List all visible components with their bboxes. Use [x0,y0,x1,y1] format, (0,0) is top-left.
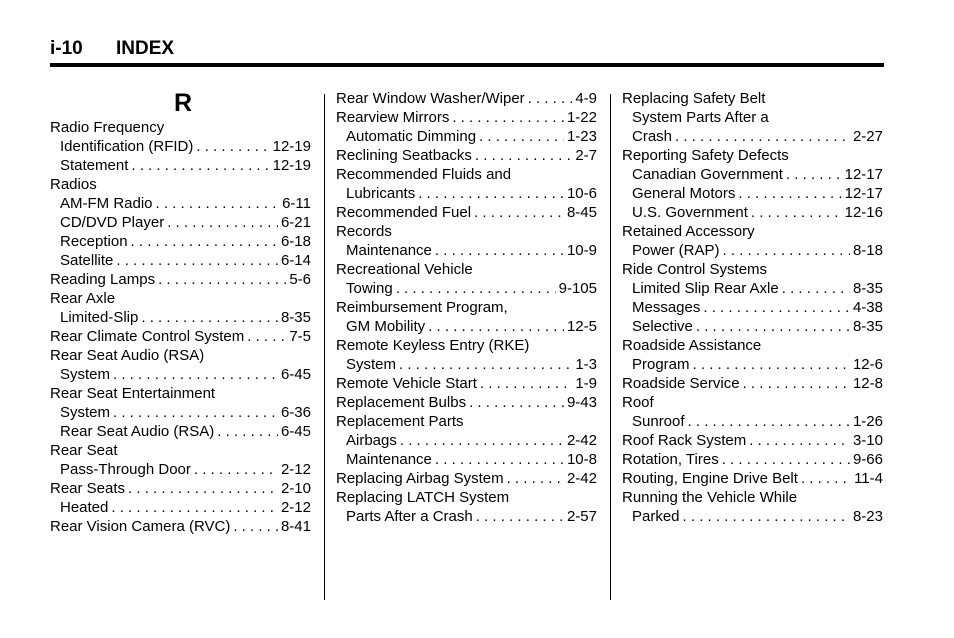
entry-text: Rotation, Tires [622,451,719,468]
entry-text: U.S. Government [632,204,748,221]
entry-text: System Parts After a [632,109,769,126]
index-entry [50,327,311,346]
dot-leader [738,184,841,203]
entry-page: 10-8 [566,451,597,468]
entry-text: System [60,404,111,421]
entry-text: Crash [632,128,673,145]
entry-text: Rearview Mirrors [336,109,450,126]
dot-leader [703,298,850,317]
index-subentry [336,355,597,374]
entry-page: 8-41 [280,518,311,535]
entry-text: Records [336,223,392,240]
index-entry [336,222,597,241]
index-subentry [622,241,883,260]
entry-text: Program [632,356,690,373]
index-entry [622,374,883,393]
entry-text: Reception [60,233,128,250]
entry-text: Parts After a Crash [346,508,473,525]
entry-page: 6-45 [280,366,311,383]
dot-leader [476,507,564,526]
index-subentry [622,317,883,336]
entry-text: Recommended Fluids and [336,166,512,183]
entry-page: 10-6 [566,185,597,202]
entry-page: 2-42 [566,470,597,487]
entry-text: Remote Keyless Entry (RKE) [336,337,530,354]
index-column-2 [336,89,597,526]
dot-leader [480,374,572,393]
index-entry [50,270,311,289]
entry-text: Routing, Engine Drive Belt [622,470,798,487]
column-divider [324,94,325,600]
entry-page: 1-22 [566,109,597,126]
index-entry [336,298,597,317]
dot-leader [693,355,850,374]
entry-text: Ride Control Systems [622,261,768,278]
entry-page: 3-10 [852,432,883,449]
index-entry [622,393,883,412]
entry-page: 2-12 [280,461,311,478]
index-entry [622,488,883,507]
entry-text: Rear Axle [50,290,116,307]
section-letter: R [174,89,193,117]
dot-leader [111,498,278,517]
entry-page: 8-45 [566,204,597,221]
index-subentry [622,203,883,222]
dot-leader [435,241,564,260]
entry-page: 5-6 [289,271,311,288]
entry-text: Pass-Through Door [60,461,191,478]
entry-page: 8-18 [852,242,883,259]
entry-text: Limited-Slip [60,309,139,326]
column-divider [610,94,611,600]
index-subentry [622,108,883,127]
page-number: i-10 [50,38,83,59]
index-entry [50,289,311,308]
entry-text: Sunroof [632,413,685,430]
entry-page: 9-66 [852,451,883,468]
dot-leader [418,184,564,203]
entry-page: 1-23 [566,128,597,145]
entry-text: CD/DVD Player [60,214,165,231]
entry-page: 12-5 [566,318,597,335]
index-subentry [622,184,883,203]
dot-leader [469,393,564,412]
entry-page: 6-18 [280,233,311,250]
entry-text: Recommended Fuel [336,204,472,221]
entry-page: 8-35 [852,280,883,297]
dot-leader [113,365,278,384]
index-entry [336,89,597,108]
entry-text: Roadside Service [622,375,740,392]
entry-page: 2-12 [280,499,311,516]
entry-page: 8-35 [280,309,311,326]
dot-leader [475,146,572,165]
entry-text: Rear Climate Control System [50,328,245,345]
entry-text: Rear Vision Camera (RVC) [50,518,231,535]
index-entry [622,89,883,108]
dot-leader [131,156,269,175]
index-subentry [50,251,311,270]
entry-text: Limited Slip Rear Axle [632,280,779,297]
entry-page: 6-45 [280,423,311,440]
index-entry [622,222,883,241]
entry-page: 6-14 [280,252,311,269]
entry-text: System [60,366,111,383]
index-entry [336,488,597,507]
dot-leader [474,203,564,222]
entry-text: Parked [632,508,680,525]
index-subentry [622,355,883,374]
entry-text: Reimbursement Program, [336,299,508,316]
entry-page: 9-43 [566,394,597,411]
entry-page: 2-42 [566,432,597,449]
entry-text: Airbags [346,432,397,449]
dot-leader [688,412,850,431]
entry-page: 6-21 [280,214,311,231]
index-subentry [336,507,597,526]
index-subentry [622,298,883,317]
entry-page: 8-35 [852,318,883,335]
dot-leader [528,89,573,108]
entry-page: 2-10 [280,480,311,497]
index-entry [622,450,883,469]
index-column-3 [622,89,883,526]
entry-text: Messages [632,299,701,316]
entry-text: Remote Vehicle Start [336,375,477,392]
dot-leader [399,355,572,374]
index-subentry [50,308,311,327]
index-entry [50,384,311,403]
index-subentry [50,232,311,251]
dot-leader [722,450,850,469]
index-entry [336,260,597,279]
page-header [50,38,174,60]
index-entry [622,431,883,450]
index-entry [50,175,311,194]
entry-page: 2-57 [566,508,597,525]
dot-leader [782,279,850,298]
index-entry [50,479,311,498]
entry-page: 1-26 [852,413,883,430]
index-entry [336,146,597,165]
dot-leader [428,317,564,336]
entry-text: Reporting Safety Defects [622,147,789,164]
index-subentry [622,507,883,526]
entry-text: Towing [346,280,393,297]
index-subentry [336,317,597,336]
entry-text: AM-FM Radio [60,195,153,212]
dot-leader [479,127,564,146]
index-entry [336,165,597,184]
index-entry [622,469,883,488]
entry-page: 4-38 [852,299,883,316]
index-entry [50,346,311,365]
entry-page: 6-11 [282,195,311,212]
dot-leader [400,431,564,450]
dot-leader [683,507,850,526]
dot-leader [131,232,278,251]
page-title: INDEX [116,38,175,59]
index-subentry [50,365,311,384]
index-subentry [622,279,883,298]
entry-text: Radio Frequency [50,119,165,136]
index-subentry [50,403,311,422]
dot-leader [452,108,564,127]
entry-text: Lubricants [346,185,416,202]
entry-text: Replacing LATCH System [336,489,510,506]
entry-text: Rear Seat Audio (RSA) [60,423,215,440]
entry-text: Canadian Government [632,166,783,183]
entry-text: GM Mobility [346,318,426,335]
entry-text: System [346,356,397,373]
dot-leader [435,450,564,469]
index-subentry [50,137,311,156]
dot-leader [786,165,842,184]
index-subentry [50,194,311,213]
index-entry [336,203,597,222]
entry-text: Automatic Dimming [346,128,477,145]
index-subentry [50,213,311,232]
dot-leader [675,127,850,146]
dot-leader [801,469,851,488]
entry-text: Replacement Bulbs [336,394,467,411]
dot-leader [217,422,278,441]
entry-page: 12-19 [272,157,311,174]
entry-text: Roof [622,394,654,411]
index-subentry [50,156,311,175]
entry-page: 12-8 [852,375,883,392]
entry-page: 6-36 [280,404,311,421]
dot-leader [158,270,286,289]
entry-page: 12-6 [852,356,883,373]
index-subentry [622,165,883,184]
index-subentry [622,412,883,431]
index-subentry [336,184,597,203]
index-subentry [50,460,311,479]
index-subentry [336,450,597,469]
index-entry [50,118,311,137]
entry-text: Statement [60,157,129,174]
entry-text: Satellite [60,252,114,269]
entry-page: 12-17 [844,185,883,202]
dot-leader [128,479,278,498]
dot-leader [233,517,278,536]
dot-leader [696,317,850,336]
entry-text: Rear Seat Audio (RSA) [50,347,205,364]
index-entry [336,374,597,393]
entry-text: Maintenance [346,451,432,468]
dot-leader [113,403,278,422]
index-entry [336,412,597,431]
entry-text: Reclining Seatbacks [336,147,472,164]
index-entry [50,517,311,536]
dot-leader [507,469,564,488]
entry-text: General Motors [632,185,736,202]
entry-page: 12-17 [844,166,883,183]
index-column-1 [50,89,311,536]
index-entry [336,108,597,127]
entry-page: 7-5 [289,328,311,345]
header-rule [50,63,884,67]
entry-page: 9-105 [558,280,597,297]
index-subentry [336,241,597,260]
entry-text: Replacing Airbag System [336,470,504,487]
index-entry [50,441,311,460]
index-entry [622,336,883,355]
entry-text: Replacement Parts [336,413,464,430]
entry-page: 10-9 [566,242,597,259]
dot-leader [196,137,269,156]
entry-text: Power (RAP) [632,242,720,259]
dot-leader [749,431,850,450]
entry-text: Replacing Safety Belt [622,90,766,107]
entry-text: Roadside Assistance [622,337,762,354]
dot-leader [396,279,556,298]
index-entry [336,469,597,488]
dot-leader [167,213,278,232]
entry-text: Running the Vehicle While [622,489,798,506]
entry-text: Rear Window Washer/Wiper [336,90,525,107]
entry-page: 2-7 [575,147,597,164]
dot-leader [723,241,850,260]
index-subentry [622,127,883,146]
entry-page: 4-9 [575,90,597,107]
index-entry [336,393,597,412]
index-subentry [336,431,597,450]
index-subentry [336,127,597,146]
entry-page: 2-27 [852,128,883,145]
index-subentry [50,498,311,517]
entry-text: Reading Lamps [50,271,156,288]
dot-leader [116,251,278,270]
entry-text: Maintenance [346,242,432,259]
dot-leader [194,460,278,479]
entry-page: 8-23 [852,508,883,525]
entry-text: Roof Rack System [622,432,747,449]
entry-page: 12-16 [844,204,883,221]
entry-page: 12-19 [272,138,311,155]
entry-text: Rear Seats [50,480,126,497]
entry-text: Selective [632,318,693,335]
entry-page: 1-9 [575,375,597,392]
index-entry [622,260,883,279]
dot-leader [751,203,842,222]
entry-text: Retained Accessory [622,223,755,240]
entry-page: 1-3 [575,356,597,373]
entry-text: Identification (RFID) [60,138,194,155]
entry-text: Recreational Vehicle [336,261,473,278]
index-entry [622,146,883,165]
entry-text: Rear Seat Entertainment [50,385,216,402]
dot-leader [247,327,286,346]
index-subentry [336,279,597,298]
index-subentry [50,422,311,441]
entry-text: Heated [60,499,109,516]
entry-text: Rear Seat [50,442,118,459]
index-entry [336,336,597,355]
dot-leader [141,308,278,327]
dot-leader [743,374,850,393]
entry-page: 11-4 [854,470,883,487]
entry-text: Radios [50,176,97,193]
dot-leader [156,194,280,213]
